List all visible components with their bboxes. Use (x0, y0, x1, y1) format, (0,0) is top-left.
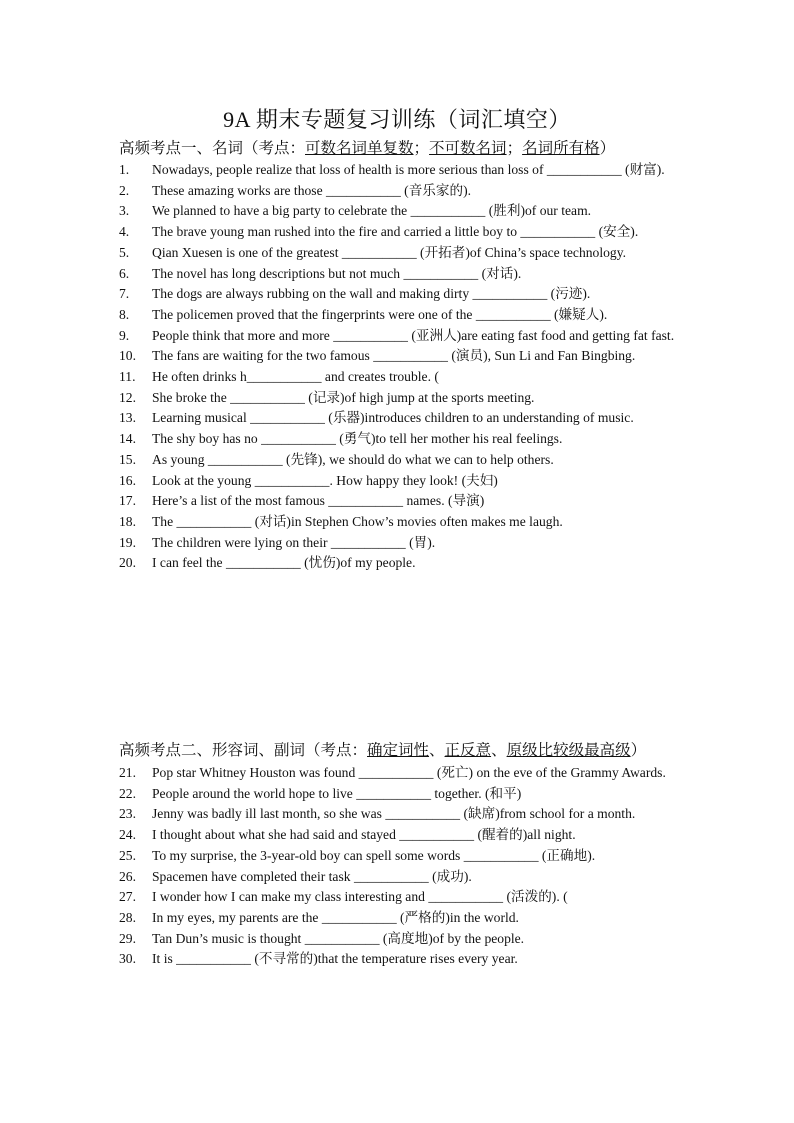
question-number: 16. (119, 472, 136, 488)
question-text: Look at the young ___________. How happy they look! (夫妇) (152, 472, 498, 488)
question-item (119, 553, 675, 574)
section-suffix: ） (630, 742, 647, 759)
section-prefix: 高频考点一、名词（考点： (119, 140, 306, 157)
key-point-tag: 原级比较级最高级 (506, 742, 631, 759)
question-text: As young ___________ (先锋), we should do what we can to help others. (152, 451, 554, 467)
question-item (119, 450, 675, 471)
question-text: Spacemen have completed their task ___________ (成功). (152, 868, 472, 884)
page-title: 9A 期末专题复习训练（词汇填空） (223, 107, 571, 132)
question-item (119, 949, 675, 970)
question-number: 7. (119, 286, 130, 302)
question-number: 24. (119, 827, 136, 843)
question-text: Learning musical ___________ (乐器)introduces children to an understanding of music. (152, 410, 634, 426)
separator: 、 (429, 742, 445, 759)
question-text: The dogs are always rubbing on the wall and making dirty ___________ (污迹). (152, 286, 591, 302)
separator: ； (506, 140, 523, 157)
question-number: 20. (119, 555, 136, 571)
key-point-tag: 正反意 (444, 742, 492, 759)
question-item (119, 264, 675, 285)
question-number: 21. (119, 765, 136, 780)
question-item (119, 388, 675, 409)
question-text: We planned to have a big party to celebrate the ___________ (胜利)of our team. (152, 203, 592, 219)
question-item (119, 429, 675, 450)
question-number: 12. (119, 389, 136, 405)
question-text: These amazing works are those ___________ (音乐家的). (152, 182, 472, 198)
question-item (119, 284, 675, 305)
question-item (119, 908, 675, 929)
question-number: 9. (119, 327, 130, 343)
question-text: Tan Dun’s music is thought ___________ (高度地)of by the people. (152, 930, 525, 946)
key-point-tag: 不可数名词 (429, 140, 507, 157)
key-point-tag: 名词所有格 (522, 140, 600, 157)
question-number: 19. (119, 534, 136, 550)
question-item (119, 326, 675, 347)
key-point-tag: 确定词性 (367, 742, 430, 759)
question-item (119, 471, 675, 492)
question-number: 27. (119, 889, 136, 905)
section-heading-nouns (119, 139, 615, 159)
question-item (119, 784, 675, 805)
question-text: The children were lying on their ___________ (胃). (152, 534, 436, 550)
question-text: Pop star Whitney Houston was found ___________ (死亡) on the eve of the Grammy Awards. (152, 765, 666, 780)
question-number: 29. (119, 930, 136, 946)
question-text: People around the world hope to live ___________ together. (和平) (152, 785, 522, 801)
question-item (119, 160, 675, 181)
question-text: Qian Xuesen is one of the greatest ___________ (开拓者)of China’s space technology. (152, 244, 627, 260)
question-text: I thought about what she had said and stayed ___________ (醒着的)all night. (152, 827, 576, 843)
question-number: 5. (119, 244, 130, 260)
question-number: 26. (119, 868, 136, 884)
question-text: I wonder how I can make my class interesting and ___________ (活泼的). ( (152, 889, 568, 905)
question-list-nouns (119, 160, 675, 574)
question-item (119, 181, 675, 202)
question-number: 17. (119, 493, 136, 509)
question-number: 22. (119, 785, 136, 801)
question-item (119, 846, 675, 867)
question-item (119, 408, 675, 429)
question-item (119, 512, 675, 533)
question-item (119, 867, 675, 888)
question-item (119, 305, 675, 326)
question-item (119, 346, 675, 367)
question-number: 13. (119, 410, 136, 426)
question-number: 15. (119, 451, 136, 467)
question-item (119, 763, 675, 784)
section-prefix: 高频考点二、形容词、副词（考点： (119, 742, 368, 759)
question-number: 8. (119, 306, 130, 322)
question-number: 28. (119, 909, 136, 925)
key-point-tag: 可数名词单复数 (305, 140, 414, 157)
question-item (119, 887, 675, 908)
question-item (119, 804, 675, 825)
question-text: Nowadays, people realize that loss of health is more serious than loss of ___________ (财富). (152, 162, 665, 177)
question-text: In my eyes, my parents are the ___________ (严格的)in the world. (152, 909, 519, 925)
question-number: 25. (119, 847, 136, 863)
question-number: 11. (119, 369, 136, 385)
question-text: Jenny was badly ill last month, so she was ___________ (缺席)from school for a month. (152, 806, 636, 822)
section-heading-adj-adv (119, 741, 646, 761)
question-number: 4. (119, 224, 130, 240)
question-number: 10. (119, 348, 136, 364)
question-text: People think that more and more ___________ (亚洲人)are eating fast food and getting fat fast. (152, 327, 675, 343)
question-text: He often drinks h___________ and creates trouble. ( (152, 369, 439, 385)
question-text: The shy boy has no ___________ (勇气)to tell her mother his real feelings. (152, 431, 563, 447)
question-text: The policemen proved that the fingerprints were one of the ___________ (嫌疑人). (152, 306, 608, 322)
question-text: The novel has long descriptions but not much ___________ (对话). (152, 265, 522, 281)
question-text: The brave young man rushed into the fire and carried a little boy to ___________ (安全). (152, 224, 639, 240)
question-number: 18. (119, 513, 136, 529)
question-item (119, 533, 675, 554)
question-text: She broke the ___________ (记录)of high jump at the sports meeting. (152, 389, 535, 405)
question-number: 23. (119, 806, 136, 822)
question-list-adj-adv (119, 763, 675, 970)
question-number: 30. (119, 951, 136, 967)
question-number: 6. (119, 265, 130, 281)
question-text: The ___________ (对话)in Stephen Chow’s movies often makes me laugh. (152, 513, 563, 529)
question-text: I can feel the ___________ (忧伤)of my people. (152, 555, 416, 571)
question-item (119, 201, 675, 222)
question-item (119, 929, 675, 950)
section-suffix: ） (599, 140, 616, 157)
question-text: To my surprise, the 3-year-old boy can spell some words ___________ (正确地). (152, 847, 596, 863)
separator: ； (413, 140, 430, 157)
question-number: 2. (119, 182, 130, 198)
question-number: 1. (119, 162, 130, 177)
question-text: It is ___________ (不寻常的)that the temperature rises every year. (152, 951, 518, 967)
question-number: 3. (119, 203, 130, 219)
question-item (119, 222, 675, 243)
question-item (119, 367, 675, 388)
question-text: Here’s a list of the most famous ___________ names. (导演) (152, 493, 485, 509)
question-item (119, 825, 675, 846)
question-item (119, 243, 675, 264)
question-item (119, 491, 675, 512)
question-text: The fans are waiting for the two famous ___________ (演员), Sun Li and Fan Bingbing. (152, 348, 636, 364)
question-number: 14. (119, 431, 136, 447)
separator: 、 (491, 742, 507, 759)
